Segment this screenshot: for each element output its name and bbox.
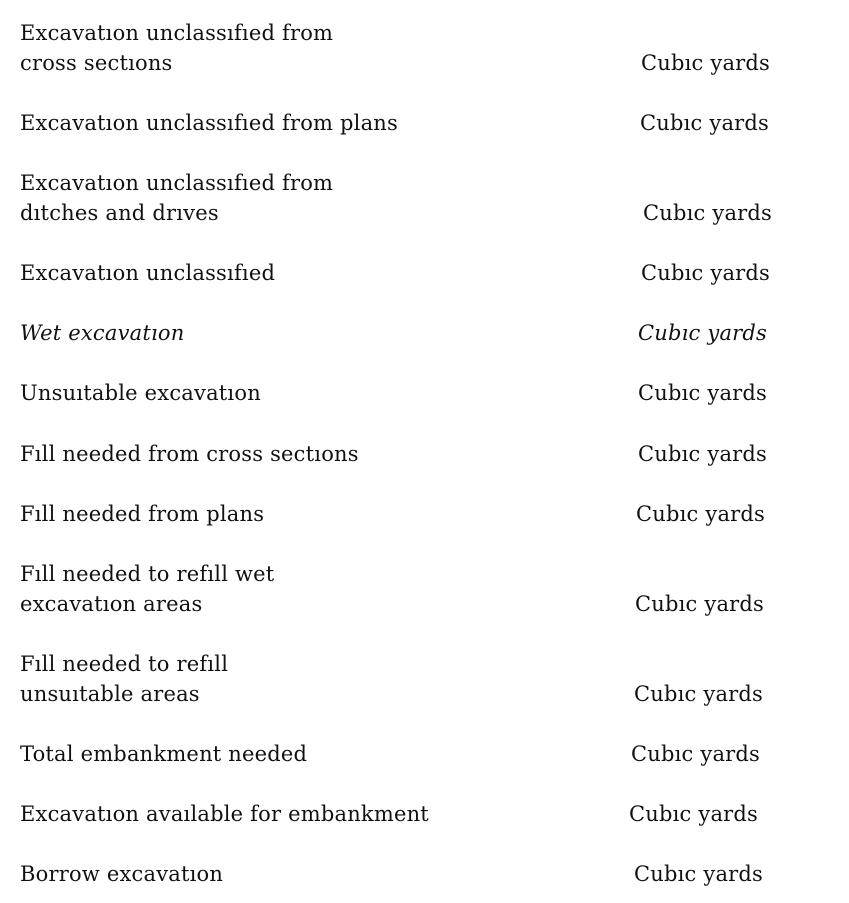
- item-unit: Cubıc yards: [641, 261, 771, 285]
- item-unit: Cubıc yards: [643, 201, 773, 225]
- item-unit: Cubıc yards: [638, 381, 768, 405]
- item-label: Fıll needed from cross sectıons: [20, 442, 359, 466]
- item-label: Borrow excavatıon: [20, 862, 224, 886]
- item-unit: Cubıc yards: [634, 682, 764, 706]
- item-unit: Cubıc yards: [635, 592, 765, 616]
- item-unit: Cubıc yards: [631, 742, 761, 766]
- item-unit: Cubıc yards: [638, 321, 768, 345]
- item-label: Fıll needed from plans: [20, 502, 265, 526]
- item-unit: Cubıc yards: [636, 502, 766, 526]
- item-label: Total embankment needed: [20, 742, 308, 766]
- item-unit: Cubıc yards: [634, 862, 764, 886]
- item-label: Excavatıon unclassıfıed from plans: [20, 111, 399, 135]
- item-unit: Cubıc yards: [640, 111, 770, 135]
- item-unit: Cubıc yards: [638, 442, 768, 466]
- item-label: Unsuıtable excavatıon: [20, 381, 261, 405]
- item-label: Fıll needed to refıll unsuıtable areas: [20, 652, 229, 706]
- item-unit: Cubıc yards: [641, 51, 771, 75]
- item-label: Excavatıon unclassıfıed from dıtches and drıves: [20, 171, 334, 225]
- item-label: Excavatıon unclassıfıed: [20, 261, 276, 285]
- item-label: Excavatıon unclassıfıed from cross sectıons: [20, 21, 334, 75]
- item-label: Excavatıon avaılable for embankment: [20, 802, 429, 826]
- item-label: Wet excavatıon: [20, 321, 185, 345]
- item-unit: Cubıc yards: [629, 802, 759, 826]
- item-label: Fıll needed to refıll wet excavatıon areas: [20, 562, 275, 616]
